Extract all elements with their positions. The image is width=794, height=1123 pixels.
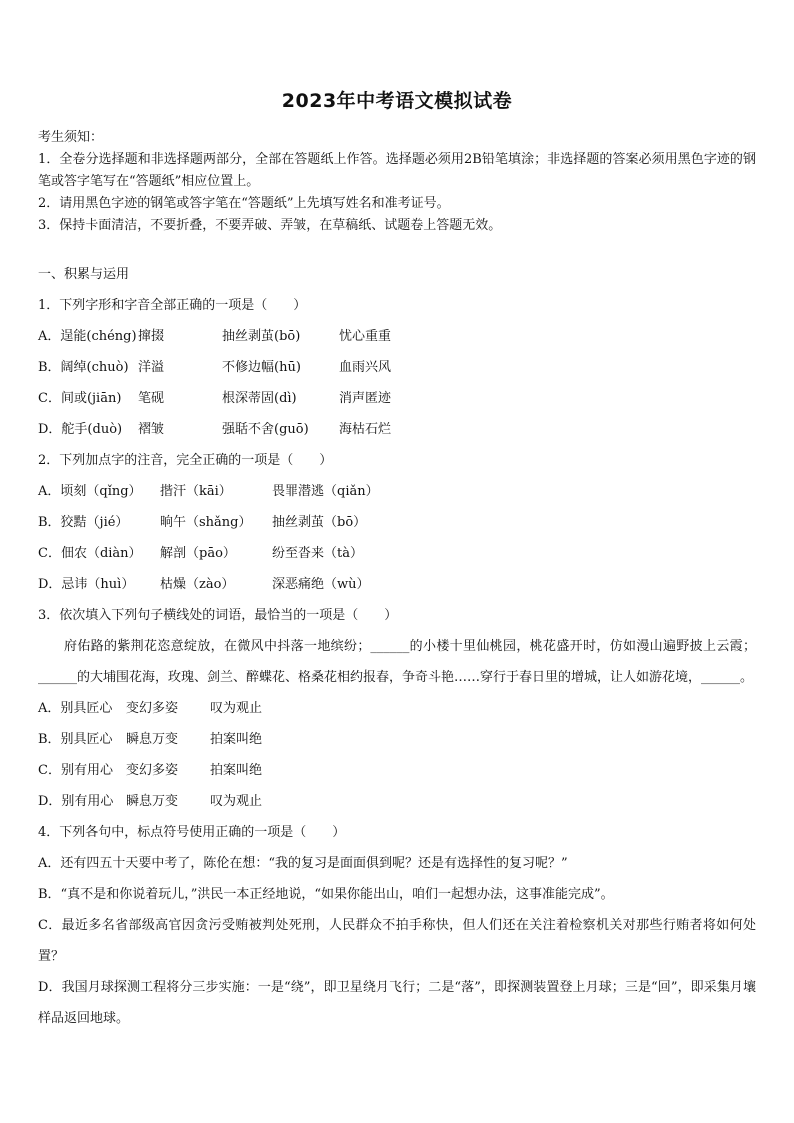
option-cell: A．逞能(chéng) [38, 329, 137, 344]
section-accumulation [38, 259, 756, 1034]
option-cell: 抽丝剥茧(bō) [222, 329, 301, 344]
option-cell: 海枯石烂 [339, 422, 392, 437]
question-2-option-c [38, 538, 756, 569]
question-4-option-c: C．最近多名省部级高官因贪污受贿被判处死刑，人民群众不拍手称快，但人们还在关注着检察机关对那些行贿者将如何处置？ [38, 918, 756, 964]
option-cell: 深恶痛绝（wù） [272, 577, 370, 592]
question-1-option-d [38, 414, 756, 445]
option-cell: A．别具匠心 [38, 701, 113, 716]
option-cell: D．舵手(duò) [38, 422, 123, 437]
option-cell: B．别具匠心 [38, 732, 113, 747]
option-cell: 消声匿迹 [339, 391, 392, 406]
question-3-option-a [38, 693, 756, 724]
option-cell: C．别有用心 [38, 763, 113, 778]
notice-item-3: 3．保持卡面清洁，不要折叠，不要弄破、弄皱，在草稿纸、试题卷上答题无效。 [38, 218, 502, 233]
question-4-option-b: B．“真不是和你说着玩儿，”洪民一本正经地说，“如果你能出山，咱们一起想办法，这事准能完成”。 [38, 887, 614, 902]
option-cell: 撺掇 [138, 329, 165, 344]
option-cell: 忧心重重 [339, 329, 392, 344]
question-2-option-a [38, 476, 756, 507]
option-cell: 晌午（shǎng） [160, 515, 252, 530]
question-1-option-c [38, 383, 756, 414]
question-4-option-a: A．还有四五十天要中考了，陈伦在想：“我的复习是面面俱到呢？还是有选择性的复习呢？” [38, 856, 568, 871]
option-cell: 褶皱 [138, 422, 165, 437]
option-cell: 叹为观止 [210, 794, 263, 809]
notice-heading: 考生须知： [38, 130, 104, 145]
option-cell: 拍案叫绝 [210, 763, 263, 778]
notice-item-1: 1．全卷分选择题和非选择题两部分，全部在答题纸上作答。选择题必须用2B铅笔填涂；非选择题的答案必须用黑色字迹的钢笔或答字笔写在“答题纸”相应位置上。 [38, 152, 756, 189]
question-2-option-b [38, 507, 756, 538]
option-cell: 变幻多姿 [126, 701, 179, 716]
option-cell: 叹为观止 [210, 701, 263, 716]
question-4-option-d: D．我国月球探测工程将分三步实施：一是“绕”，即卫星绕月飞行；二是“落”，即探测装置登上月球；三是“回”，即采集月壤样品返回地球。 [38, 980, 756, 1026]
option-cell: D．忌讳（huì） [38, 577, 135, 592]
section-heading: 一、积累与运用 [38, 267, 130, 282]
question-3-stem: 3．依次填入下列句子横线处的词语，最恰当的一项是（ ） [38, 608, 398, 623]
question-4-stem: 4．下列各句中，标点符号使用正确的一项是（ ） [38, 825, 346, 840]
question-3-option-b [38, 724, 756, 755]
option-cell: C．佃农（diàn） [38, 546, 142, 561]
option-cell: 解剖（pāo） [160, 546, 236, 561]
option-cell: A．顷刻（qǐng） [38, 484, 142, 499]
question-2-option-d [38, 569, 756, 600]
option-cell: 强聒不舍(guō) [222, 422, 309, 437]
option-cell: B．狡黠（jié） [38, 515, 129, 530]
question-1-stem: 1．下列字形和字音全部正确的一项是（ ） [38, 298, 307, 313]
notice-item-2: 2．请用黑色字迹的钢笔或答字笔在“答题纸”上先填写姓名和准考证号。 [38, 196, 450, 211]
option-cell: 瞬息万变 [126, 732, 179, 747]
question-3-option-c [38, 755, 756, 786]
option-cell: 瞬息万变 [126, 794, 179, 809]
option-cell: 拍案叫绝 [210, 732, 263, 747]
exam-notice [38, 127, 756, 237]
option-cell: 根深蒂固(dì) [222, 391, 297, 406]
option-cell: 不修边幅(hū) [222, 360, 301, 375]
question-1-option-a [38, 321, 756, 352]
question-3-option-d [38, 786, 756, 817]
question-2-stem: 2．下列加点字的注音，完全正确的一项是（ ） [38, 453, 333, 468]
option-cell: 变幻多姿 [126, 763, 179, 778]
option-cell: B．阔绰(chuò) [38, 360, 129, 375]
option-cell: 洋溢 [138, 360, 165, 375]
option-cell: 畏罪潜逃（qiǎn） [272, 484, 379, 499]
option-cell: C．间或(jiān) [38, 391, 122, 406]
page-title: 2023年中考语文模拟试卷 [281, 90, 513, 112]
option-cell: 揩汗（kāi） [160, 484, 232, 499]
option-cell: 枯燥（zào） [160, 577, 235, 592]
option-cell: 纷至沓来（tà） [272, 546, 363, 561]
question-3-passage: 府佑路的紫荆花恣意绽放，在微风中抖落一地缤纷；______的小楼十里仙桃园，桃花盛开时，仿如漫山遍野披上云霞；______的大埔围花海，玫瑰、剑兰、醉蝶花、格桑花相约报春，争奇斗艳……穿行于春日里的增城，让人如游花境，______。 [38, 639, 756, 685]
question-1-option-b [38, 352, 756, 383]
option-cell: 血雨兴风 [339, 360, 392, 375]
option-cell: 抽丝剥茧（bō） [272, 515, 367, 530]
option-cell: D．别有用心 [38, 794, 114, 809]
option-cell: 笔砚 [138, 391, 165, 406]
